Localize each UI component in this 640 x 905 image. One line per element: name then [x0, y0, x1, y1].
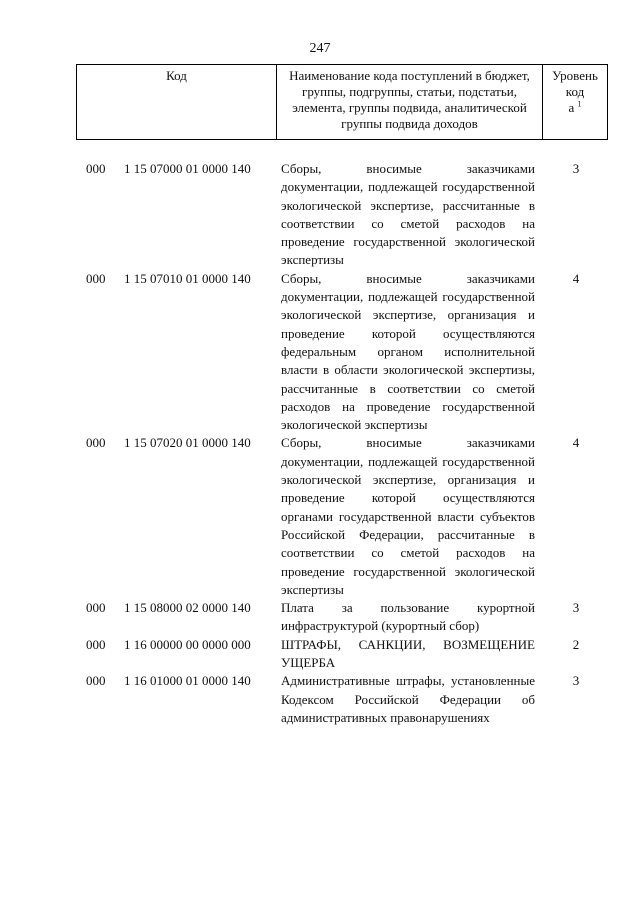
table-row: [0, 636, 640, 673]
row-name: Сборы, вносимые заказчиками документации, подлежащей государственной экологической экспертизе, рассчитанные в соответствии со сметой расходов на проведение государственной экологической экспертизы: [281, 161, 535, 268]
table-row: [0, 672, 640, 727]
table-row: [0, 599, 640, 636]
row-code: 1 15 08000 02 0000 140: [124, 600, 251, 616]
row-name: Сборы, вносимые заказчиками документации, подлежащей государственной экологической экспертизе, организация и проведение которой осуществляются федеральным органом исполнительной власти в области экологической экспертизы, рассчитанные в соответствии со сметой расходов на проведение государственной экологической экспертизы: [281, 270, 535, 433]
row-name: ШТРАФЫ, САНКЦИИ, ВОЗМЕЩЕНИЕ УЩЕРБА: [281, 636, 535, 671]
row-name: Административные штрафы, установленные Кодексом Российской Федерации об административных правонарушениях: [281, 673, 535, 725]
table-row: [0, 270, 640, 435]
row-level: 3: [572, 673, 580, 689]
row-admin-code: 000: [86, 435, 106, 451]
header-name: Наименование кода поступлений в бюджет, группы, подгруппы, статьи, подстатьи, элемента, группы подвида, аналитической группы подвида доходов: [277, 65, 543, 139]
table-row: [0, 434, 640, 599]
table-body: [0, 160, 640, 727]
row-admin-code: 000: [86, 161, 106, 176]
header-level-footnote: 1: [577, 99, 582, 109]
row-code: 1 15 07020 01 0000 140: [124, 435, 251, 451]
row-code: 1 15 07000 01 0000 140: [124, 161, 251, 176]
row-code: 1 15 07010 01 0000 140: [124, 270, 251, 286]
row-level: 4: [572, 435, 580, 451]
header-level: [543, 65, 607, 139]
table-header: [76, 64, 608, 140]
row-code: 1 16 01000 01 0000 140: [124, 673, 251, 689]
header-code: Код: [77, 65, 277, 139]
table-row: [0, 160, 640, 270]
row-admin-code: 000: [86, 270, 106, 286]
row-admin-code: 000: [86, 636, 106, 652]
row-code: 1 16 00000 00 0000 000: [124, 636, 251, 652]
row-level: 3: [572, 600, 580, 616]
row-name: Плата за пользование курортной инфраструктурой (курортный сбор): [281, 600, 535, 634]
row-admin-code: 000: [86, 600, 106, 616]
header-level-tail: а: [568, 100, 575, 115]
row-name: Сборы, вносимые заказчиками документации, подлежащей государственной экологической экспертизе, организация и проведение которой осуществляются органами государственной власти субъектов Российской Федерации, рассчитанные в соответствии со сметой расходов на проведение государственной экологической экспертизы: [281, 435, 535, 597]
page-number: 247: [309, 41, 331, 56]
header-level-label: Уровень код: [552, 68, 598, 99]
row-level: 3: [572, 161, 580, 176]
row-level: 2: [572, 636, 580, 652]
row-admin-code: 000: [86, 673, 106, 689]
row-level: 4: [572, 270, 580, 286]
